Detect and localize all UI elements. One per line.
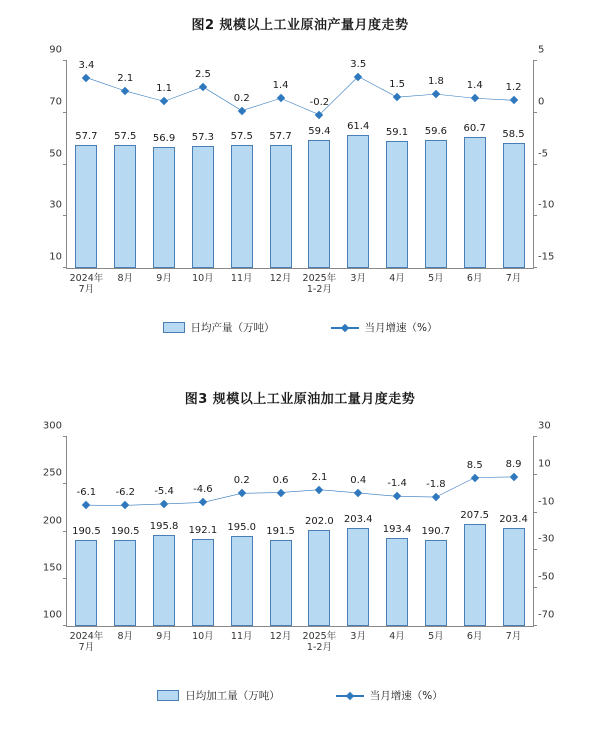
right-axis-tick: 10: [538, 458, 551, 470]
right-axis-tick-mark: [533, 112, 537, 113]
bar-swatch-icon: [157, 690, 179, 701]
legend-item-line: [331, 320, 438, 335]
bar-value-label: 58.5: [502, 128, 525, 140]
right-axis-tick: 5: [538, 44, 545, 56]
left-axis-tick: 10: [49, 251, 62, 263]
legend-item-line: [336, 688, 443, 703]
left-axis-tick: 200: [42, 515, 62, 526]
left-axis-tick: 300: [42, 420, 62, 432]
legend-item-bar: [157, 688, 280, 703]
line-value-label: 0.4: [350, 474, 367, 486]
left-axis-tick: 150: [42, 562, 62, 574]
chart1-title: 图2 规模以上工业原油产量月度走势: [191, 18, 409, 33]
right-axis-tick: -10: [538, 199, 555, 211]
line-value-label: 8.9: [505, 458, 522, 470]
bar-value-label: 190.5: [110, 526, 140, 538]
line-value-label: -0.2: [309, 96, 330, 108]
left-axis-tick: 250: [42, 467, 62, 479]
bar-value-label: 57.7: [269, 130, 292, 142]
category-label: 10月: [192, 273, 214, 284]
legend-item-bar: [163, 320, 275, 335]
right-axis-tick-mark: [533, 215, 537, 216]
bar-value-label: 56.9: [152, 132, 176, 144]
legend-label-line: 当月增速（%）: [369, 690, 443, 702]
line-value-label: -6.2: [115, 487, 136, 499]
category-label: 5月: [428, 273, 444, 284]
category-label: 7月: [505, 631, 522, 642]
category-label: 2025年 1-2月: [302, 273, 337, 295]
line-value-label: 1.4: [466, 80, 483, 92]
right-axis-tick-mark: [533, 625, 537, 626]
left-axis-tick: 100: [42, 609, 62, 621]
bar-value-label: 190.7: [421, 526, 451, 538]
right-axis-tick-mark: [533, 512, 537, 513]
category-label: 6月: [466, 273, 483, 284]
line-value-label: 2.5: [194, 68, 211, 80]
line-value-label: 2.1: [117, 73, 134, 84]
right-axis-tick: 30: [538, 420, 551, 432]
line-value-label: 3.5: [350, 58, 367, 70]
category-label: 11月: [230, 631, 253, 642]
chart2-legend: [0, 688, 600, 703]
right-axis-tick-mark: [533, 474, 537, 475]
chart2-plot-area: [20, 419, 580, 669]
category-label: 2024年 7月: [69, 273, 104, 295]
category-label: 9月: [156, 273, 172, 284]
right-axis-tick-mark: [533, 587, 537, 588]
category-label: 2025年 1-2月: [302, 631, 337, 653]
bar-value-label: 195.8: [149, 521, 179, 533]
bar-value-label: 57.3: [191, 131, 215, 143]
category-label: 8月: [117, 273, 134, 284]
right-axis-tick-mark: [533, 436, 537, 437]
left-axis-tick: 50: [49, 148, 62, 159]
bar-value-label: 203.4: [343, 514, 373, 526]
line-swatch-icon: [336, 691, 364, 701]
line-value-label: 8.5: [466, 459, 483, 471]
line-value-label: 0.2: [233, 92, 250, 104]
category-label: 5月: [428, 631, 444, 642]
line-value-label: 3.4: [78, 59, 95, 71]
line-value-label: -1.8: [426, 479, 446, 491]
right-axis-tick: -30: [538, 533, 555, 545]
line-value-label: -1.4: [387, 478, 407, 490]
right-axis-tick: -50: [538, 571, 555, 583]
left-axis-tick: 90: [49, 44, 62, 56]
line-value-label: 0.6: [272, 474, 289, 486]
chart1-plot-area: [20, 43, 580, 311]
category-label: 10月: [192, 631, 214, 642]
bar-value-label: 57.5: [114, 131, 137, 143]
right-axis-tick-mark: [533, 60, 537, 61]
legend-label-bar: 日均加工量（万吨）: [185, 690, 280, 702]
bar-value-label: 203.4: [499, 514, 528, 526]
right-axis-tick: 0: [538, 96, 545, 108]
bar-value-label: 57.7: [75, 130, 98, 142]
bar-value-label: 59.6: [424, 125, 447, 137]
bar-value-label: 207.5: [460, 510, 490, 522]
right-axis-tick: -15: [538, 251, 555, 263]
right-axis-tick-mark: [533, 164, 537, 165]
category-label: 2024年 7月: [69, 631, 104, 653]
line-series: [67, 437, 533, 626]
line-value-label: 1.8: [427, 76, 444, 88]
bar-value-label: 195.0: [227, 522, 257, 534]
bar-value-label: 60.7: [463, 122, 486, 134]
right-axis-tick: -5: [538, 148, 548, 159]
bar-value-label: 191.5: [266, 525, 295, 537]
bar-value-label: 202.0: [305, 515, 334, 527]
bar-value-label: 193.4: [382, 523, 412, 535]
category-label: 11月: [230, 273, 253, 284]
line-value-label: -5.4: [154, 485, 174, 497]
category-label: 6月: [466, 631, 483, 642]
bar-value-label: 57.5: [230, 131, 253, 143]
line-value-label: 2.1: [311, 471, 328, 483]
line-value-label: -4.6: [193, 484, 213, 496]
chart2-axes: [42, 420, 555, 653]
category-label: 12月: [269, 273, 292, 284]
bar-value-label: 192.1: [188, 524, 218, 536]
line-value-label: 1.1: [156, 83, 173, 95]
category-label: 3月: [350, 273, 366, 284]
line-value-label: 1.4: [272, 80, 289, 92]
line-swatch-icon: [331, 323, 359, 333]
legend-label-line: 当月增速（%）: [364, 322, 438, 334]
left-axis-tick: 30: [49, 199, 62, 211]
line-value-label: 1.2: [505, 82, 522, 94]
category-label: 4月: [389, 273, 405, 284]
crude-oil-processing-chart: [0, 370, 600, 738]
line-value-label: 1.5: [389, 79, 406, 91]
line-value-label: -6.1: [76, 487, 97, 499]
legend-label-bar: 日均产量（万吨）: [190, 322, 275, 334]
line-series: [67, 58, 533, 268]
bar-value-label: 61.4: [347, 121, 370, 133]
bar-value-label: 59.4: [308, 126, 331, 138]
category-label: 7月: [505, 273, 522, 284]
chart2-title: 图3 规模以上工业原油加工量月度走势: [184, 392, 416, 407]
category-label: 4月: [389, 631, 405, 642]
category-label: 8月: [117, 631, 134, 642]
category-label: 3月: [350, 631, 366, 642]
bar-value-label: 59.1: [385, 126, 409, 138]
right-axis-tick-mark: [533, 549, 537, 550]
bar-swatch-icon: [163, 322, 185, 333]
right-axis-tick: -70: [538, 609, 555, 621]
category-label: 9月: [156, 631, 172, 642]
right-axis-tick-mark: [533, 267, 537, 268]
line-value-label: 0.2: [233, 475, 250, 487]
bar-value-label: 190.5: [72, 526, 101, 538]
category-label: 12月: [269, 631, 292, 642]
right-axis-tick: -10: [538, 496, 555, 508]
chart1-legend: [0, 320, 600, 335]
left-axis-tick: 70: [49, 96, 62, 108]
chart1-axes: [49, 44, 555, 295]
